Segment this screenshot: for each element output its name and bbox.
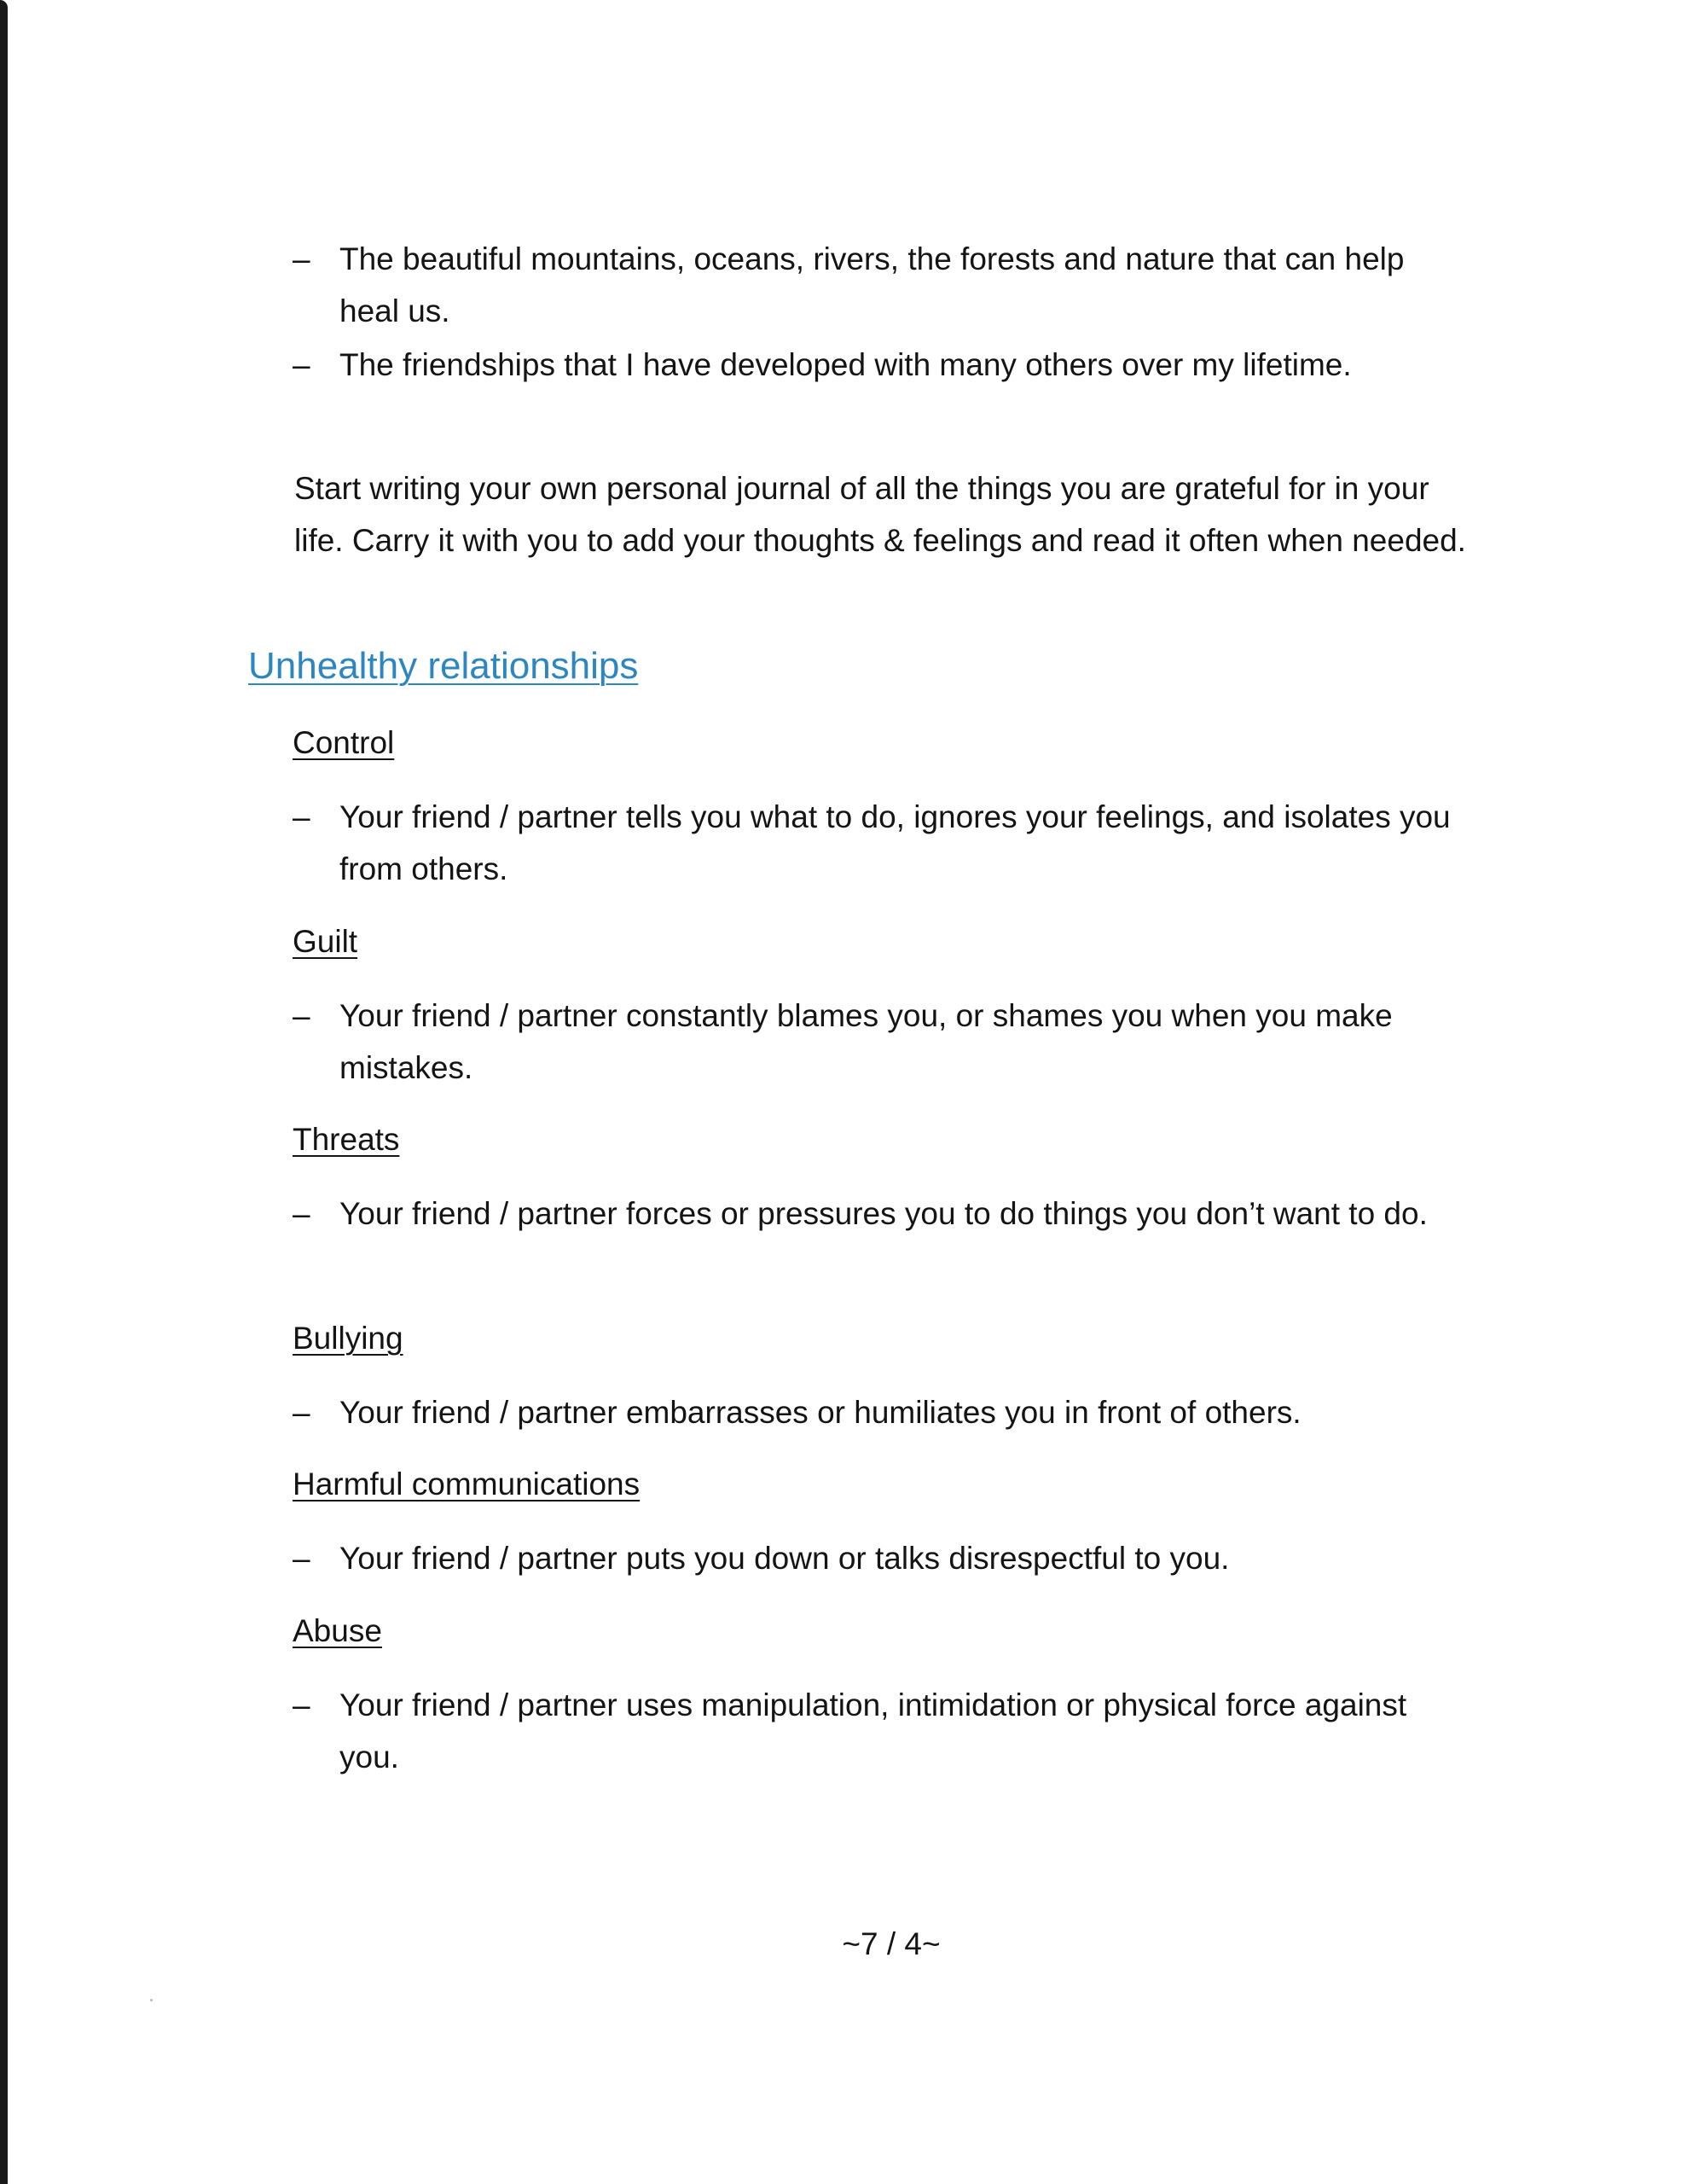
journal-paragraph: Start writing your own personal journal of all the things you are grateful for in your life. Carry it with you to add your thoughts & feelings and read it often when needed. — [294, 471, 1466, 558]
list-item — [293, 990, 1470, 1094]
list-item — [293, 233, 1470, 337]
dash-bullet: – — [293, 1687, 310, 1722]
bullet-text: Your friend / partner constantly blames you, or shames you when you make mistakes. — [339, 998, 1393, 1085]
subheading-guilt: Guilt — [293, 924, 358, 959]
dash-bullet: – — [293, 1541, 310, 1576]
list-item — [293, 1386, 1470, 1438]
bullet-text: Your friend / partner tells you what to do, ignores your feelings, and isolates you from others. — [339, 799, 1451, 886]
dash-bullet: – — [293, 1395, 310, 1430]
subheading-bullying: Bullying — [293, 1321, 403, 1356]
bullet-text: Your friend / partner embarrasses or humiliates you in front of others. — [339, 1395, 1301, 1430]
bullet-text: The friendships that I have developed with many others over my lifetime. — [339, 347, 1352, 382]
list-item — [293, 1532, 1470, 1584]
dash-bullet: – — [293, 799, 310, 834]
subheading-threats: Threats — [293, 1122, 400, 1157]
section-heading: Unhealthy relationships — [248, 645, 639, 687]
list-item — [293, 339, 1470, 391]
dash-bullet: – — [293, 347, 310, 382]
dash-bullet: – — [293, 1196, 310, 1231]
list-item — [293, 1188, 1470, 1240]
bullet-text: Your friend / partner uses manipulation, intimidation or physical force against you. — [339, 1687, 1407, 1774]
dash-bullet: – — [293, 998, 310, 1033]
bullet-text: The beautiful mountains, oceans, rivers, the forests and nature that can help heal us. — [339, 241, 1405, 328]
subheading-harmful-communications: Harmful communications — [293, 1467, 641, 1502]
list-item — [293, 1679, 1470, 1783]
dash-bullet: – — [293, 241, 310, 276]
bullet-text: Your friend / partner forces or pressures you to do things you don’t want to do. — [339, 1196, 1428, 1231]
page-number: ~7 / 4~ — [842, 1926, 941, 1961]
list-item — [293, 791, 1470, 895]
subheading-control: Control — [293, 725, 395, 760]
bullet-text: Your friend / partner puts you down or talks disrespectful to you. — [339, 1541, 1230, 1576]
subheading-abuse: Abuse — [293, 1613, 382, 1648]
